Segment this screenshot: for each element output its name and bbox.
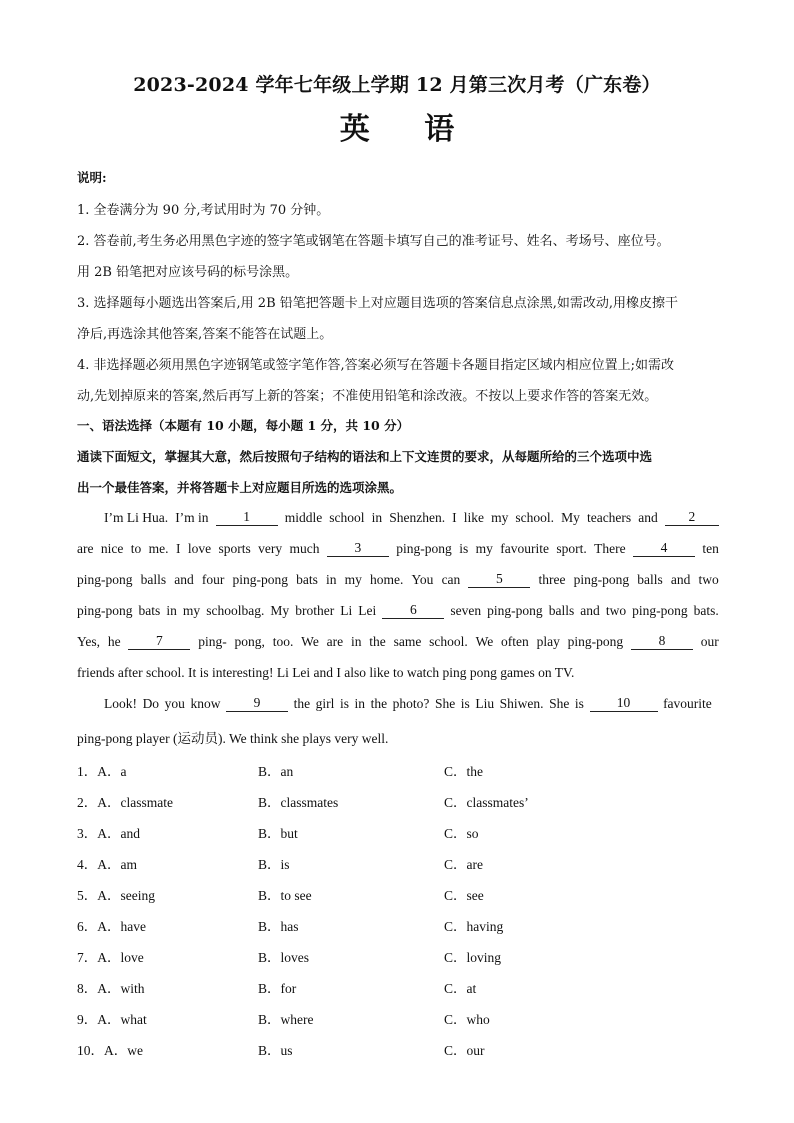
passage-word: favourite [500,541,549,556]
passage-word: and [638,510,658,525]
passage-word: to [130,541,142,556]
question-label: 8． [77,981,98,996]
question-label: A．love [97,950,144,965]
passage-word: pong, [234,634,265,649]
passage-line: ping-pong player (运动员). We think she plays very well. [77,731,389,746]
passage-word: me. [148,541,169,556]
passage-word: I’m in [175,510,209,525]
passage-word: Shiwen. [499,696,544,711]
passage-word: my [182,603,201,618]
passage-word: two [605,603,627,618]
passage-word: Yes, [77,634,101,649]
question-label: A．what [97,1012,147,1027]
question-label: A．with [97,981,145,996]
passage-word: like [463,510,484,525]
passage-word: We [301,634,319,649]
passage-word: bats. [693,603,719,618]
passage-line [104,696,712,712]
question-8-option-a [77,977,145,997]
passage-word: can [441,572,461,587]
question-label: 3． [77,826,98,841]
passage-word: my [344,572,362,587]
question-5-option-b: B．to see [258,888,312,903]
answer-blank: 3 [327,541,389,557]
passage-word: She [549,696,570,711]
passage-word: and [580,603,600,618]
question-9-option-a [77,1008,147,1028]
passage-word: ping-pong [77,603,133,618]
section-directions: 出一个最佳答案，并将答题卡上对应题目所选的选项涂黑。 [77,480,403,495]
instruction-line: 3. 选择题每小题选出答案后,用 2B 铅笔把答题卡上对应题目选项的答案信息点涂黑,如需改动,用橡皮擦干 [77,296,679,311]
question-2-option-a [77,791,173,811]
question-6-option-b: B．has [258,919,299,934]
question-7-option-a [77,946,144,966]
instruction-line: 1. 全卷满分为 90 分,考试用时为 70 分钟。 [77,203,330,218]
question-1-option-c: C．the [444,764,483,779]
passage-word: in [350,634,362,649]
passage-word: in [326,572,337,587]
passage-word: often [501,634,529,649]
question-4-option-a [77,853,137,873]
question-2-option-b: B．classmates [258,795,339,810]
question-3-option-c: C．so [444,826,479,841]
subject-title: 英 语 [339,112,477,147]
passage-line [77,634,719,650]
passage-word: is [574,696,584,711]
passage-word: school. [429,634,468,649]
passage-word: very [258,541,283,556]
passage-word: my [475,541,493,556]
passage-word: ping-pong [573,572,630,587]
passage-line [77,541,719,557]
question-label: A．a [97,764,127,779]
passage-word: ping-pong [632,603,688,618]
passage-word: brother [295,603,335,618]
question-label: A．we [104,1043,143,1058]
answer-blank: 8 [631,634,693,650]
question-label: A．and [97,826,140,841]
passage-word: My [561,510,580,525]
instruction-line: 净后,再选涂其他答案,答案不能答在试题上。 [77,327,333,342]
question-label: 6． [77,919,98,934]
question-1-option-b: B．an [258,764,294,779]
question-10-option-b: B．us [258,1043,293,1058]
passage-word: ping- [198,634,227,649]
passage-word: ping-pong [77,572,133,587]
question-10-option-c: C．our [444,1043,485,1058]
passage-word: in [166,603,177,618]
instruction-line: 用 2B 铅笔把对应该号码的标号涂黑。 [77,265,299,280]
passage-line: friends after school. It is interesting! Li Lei and I also like to watch ping pong games on TV. [77,665,575,680]
question-4-option-c: C．are [444,857,483,872]
question-label: A．seeing [97,888,155,903]
passage-word: Liu [475,696,495,711]
passage-word: I’m Li Hua. [104,510,169,525]
answer-blank: 2 [665,510,719,526]
answer-blank: 10 [590,696,658,712]
answer-blank: 1 [216,510,278,526]
passage-word: much [289,541,320,556]
question-7-option-b: B．loves [258,950,310,965]
question-label: 2． [77,795,98,810]
passage-word: too. [272,634,294,649]
question-5-option-c: C．see [444,888,484,903]
passage-word: two [698,572,719,587]
passage-line [77,603,719,619]
instruction-line: 4. 非选择题必须用黑色字迹钢笔或签字笔作答,答案必须写在答题卡各题目指定区域内相应位置上;如需改 [77,358,675,373]
instruction-line: 动,先划掉原来的答案,然后再写上新的答案；不准使用铅笔和涂改液。不按以上要求作答的答案无效。 [77,389,658,404]
passage-word: play [536,634,560,649]
question-10-option-a [77,1039,143,1059]
passage-word: school. [515,510,555,525]
question-6-option-c: C．having [444,919,504,934]
question-4-option-b: B．is [258,857,290,872]
question-label: 1． [77,764,98,779]
passage-word: sport. [556,541,587,556]
passage-word: balls [548,603,575,618]
passage-word: Look! [104,696,137,711]
section-directions: 通读下面短文，掌握其大意，然后按照句子结构的语法和上下文连贯的要求，从每题所给的三个选项中选 [77,449,653,464]
passage-word: are [326,634,344,649]
question-9-option-c: C．who [444,1012,490,1027]
section-heading: 一、语法选择（本题有 10 小题，每小题 1 分，共 10 分） [77,418,410,433]
question-label: 4． [77,857,98,872]
passage-word: know [190,696,221,711]
question-label: 9． [77,1012,98,1027]
answer-blank: 9 [226,696,288,712]
passage-word: bats [296,572,318,587]
passage-word: schoolbag. [206,603,265,618]
passage-word: in [371,510,383,525]
passage-word: Shenzhen. [389,510,446,525]
answer-blank: 7 [128,634,190,650]
answer-blank: 4 [633,541,695,557]
passage-word: ping-pong [487,603,543,618]
passage-word: our [700,634,719,649]
answer-blank: 6 [382,603,444,619]
passage-word: photo? [392,696,430,711]
passage-word: is [460,696,470,711]
passage-word: I [452,510,457,525]
question-9-option-b: B．where [258,1012,314,1027]
passage-word: and [670,572,691,587]
question-8-option-b: B．for [258,981,297,996]
passage-word: ping-pong [232,572,288,587]
passage-line [77,572,719,588]
passage-word: favourite [663,696,712,711]
passage-word: You [411,572,434,587]
question-2-option-c: C．classmates’ [444,795,529,810]
passage-word: girl [315,696,335,711]
question-label: A．classmate [97,795,173,810]
passage-word: My [270,603,290,618]
exam-title: 2023-2024 学年七年级上学期 12 月第三次月考（广东卷） [133,74,661,96]
passage-word: three [538,572,566,587]
passage-word: is [459,541,469,556]
passage-word: seven [450,603,482,618]
passage-word: the [369,634,386,649]
question-label: A．am [97,857,137,872]
passage-word: Lei [358,603,377,618]
passage-word: home. [370,572,404,587]
passage-word: the [293,696,311,711]
question-8-option-c: C．at [444,981,477,996]
passage-word: he [107,634,121,649]
passage-word: in [354,696,366,711]
passage-word: bats [138,603,161,618]
passage-word: same [393,634,422,649]
passage-word: are [77,541,94,556]
question-5-option-a [77,884,155,904]
passage-word: the [370,696,388,711]
passage-line [104,510,719,526]
passage-word: middle [284,510,323,525]
passage-word: and [174,572,194,587]
question-1-option-a [77,760,127,780]
passage-word: I [175,541,181,556]
passage-word: balls [637,572,663,587]
question-label: A．have [97,919,146,934]
passage-word: love [187,541,212,556]
question-label: 7． [77,950,98,965]
question-6-option-a [77,915,146,935]
passage-word: balls [140,572,167,587]
question-label: 10． [77,1043,104,1058]
instruction-line: 2. 答卷前,考生务必用黑色字迹的签字笔或钢笔在答题卡填写自己的准考证号、姓名、考场号、座位号。 [77,234,670,249]
question-7-option-c: C．loving [444,950,502,965]
passage-word: ten [702,541,719,556]
passage-word: We [475,634,494,649]
passage-word: teachers [586,510,632,525]
passage-word: my [491,510,509,525]
passage-word: school [329,510,365,525]
passage-word: ping-pong [396,541,452,556]
passage-word: sports [218,541,251,556]
passage-word: four [201,572,225,587]
question-3-option-b: B．but [258,826,298,841]
answer-blank: 5 [468,572,530,588]
question-3-option-a [77,822,140,842]
passage-word: ping-pong [567,634,624,649]
passage-word: Li [340,603,353,618]
instructions-heading: 说明: [77,170,107,185]
passage-word: Do [142,696,160,711]
passage-word: There [594,541,626,556]
passage-word: nice [100,541,124,556]
passage-word: She [434,696,456,711]
passage-word: you [164,696,185,711]
passage-word: is [339,696,349,711]
question-label: 5． [77,888,98,903]
